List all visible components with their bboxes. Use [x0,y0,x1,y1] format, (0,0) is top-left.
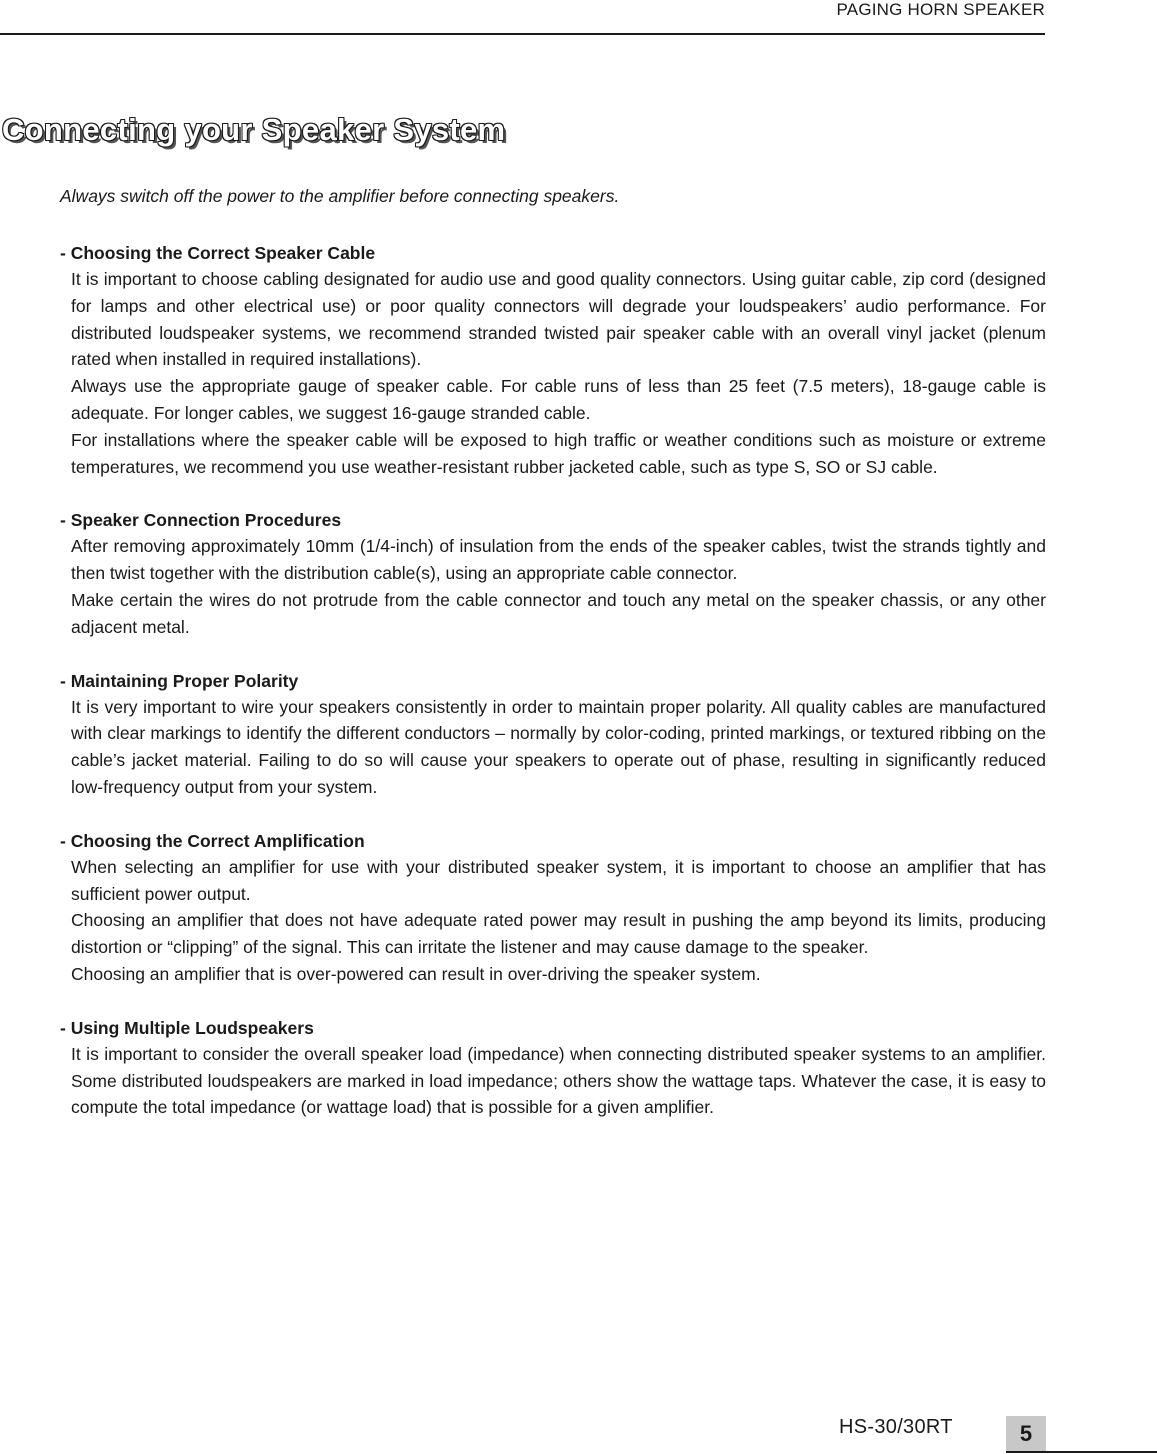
footer-rule [1006,1451,1157,1453]
intro-note: Always switch off the power to the amplifier before connecting speakers. [60,186,620,206]
section-heading-text: Choosing the Correct Speaker Cable [70,243,376,263]
bullet-dash: - [60,243,71,263]
paragraph: Choosing an amplifier that is over-powered can result in over-driving the speaker system. [71,963,761,984]
paragraph: Choosing an amplifier that does not have adequate rated power may result in pushing the amp beyond its limits, producing distortion or “clipping” of the signal. This can irritate the listener and may cause damage to the speaker. [71,910,1046,958]
section-heading-text: Using Multiple Loudspeakers [70,1017,314,1038]
section-amplification [60,828,1046,988]
content-body [60,240,1046,1148]
bullet-dash: - [60,1017,71,1038]
bullet-dash: - [60,830,71,851]
header-rule [0,33,1045,35]
bullet-dash: - [60,670,71,691]
paragraph: It is very important to wire your speakers consistently in order to maintain proper polarity. All quality cables are manufactured with clear markings to identify the different conductors – normally by color-coding, printed markings, or textured ribbing on the cable’s jacket material. Failing to do so will cause your speakers to operate out of phase, resulting in significantly reduced low-frequency output from your system. [71,696,1046,797]
section-heading [60,507,1046,533]
section-heading-text: Choosing the Correct Amplification [70,830,365,851]
section-heading [60,1015,1046,1041]
paragraph: Make certain the wires do not protrude from the cable connector and touch any metal on the speaker chassis, or any other adjacent metal. [71,589,1046,637]
section-heading [60,240,1046,266]
section-multiple-loudspeakers [60,1015,1046,1121]
section-heading-text: Speaker Connection Procedures [70,510,342,531]
paragraph: It is important to consider the overall speaker load (impedance) when connecting distributed speaker systems to an amplifier. Some distributed loudspeakers are marked in load impedance; others show the wattage taps. Whatever the case, it is easy to compute the total impedance (or wattage load) that is possible for a given amplifier. [71,1043,1046,1118]
paragraph: Always use the appropriate gauge of speaker cable. For cable runs of less than 25 feet (7.5 meters), 18-gauge cable is adequate. For longer cables, we suggest 16-gauge stranded cable. [71,376,1046,423]
section-speaker-cable [60,240,1046,480]
section-heading [60,828,1046,854]
bullet-dash: - [60,510,71,531]
section-polarity [60,668,1046,801]
paragraph: After removing approximately 10mm (1/4-inch) of insulation from the ends of the speaker cables, twist the strands tightly and then twist together with the distribution cable(s), using an appropriate cable connector. [71,536,1046,584]
paragraph: For installations where the speaker cable will be exposed to high traffic or weather conditions such as moisture or extreme temperatures, we recommend you use weather-resistant rubber jacketed cable, such as type S, SO or SJ cable. [71,429,1046,477]
section-connection-procedures [60,507,1046,640]
footer-model-number: HS-30/30RT [839,1416,953,1438]
page-number: 5 [1006,1416,1046,1451]
paragraph: When selecting an amplifier for use with your distributed speaker system, it is important to choose an amplifier that has sufficient power output. [71,856,1046,904]
paragraph: It is important to choose cabling designated for audio use and good quality connectors. Using guitar cable, zip cord (designed for lamps and other electrical use) or poor quality connectors will degrade your loudspeakers’ audio performance. For distributed loudspeaker systems, we recommend stranded twisted pair speaker cable with an overall vinyl jacket (plenum rated when installed in required installations). [71,269,1046,370]
section-heading-text: Maintaining Proper Polarity [70,670,299,691]
section-heading [60,668,1046,694]
page-title: Connecting your Speaker System [2,112,506,147]
running-header: PAGING HORN SPEAKER [836,0,1045,19]
